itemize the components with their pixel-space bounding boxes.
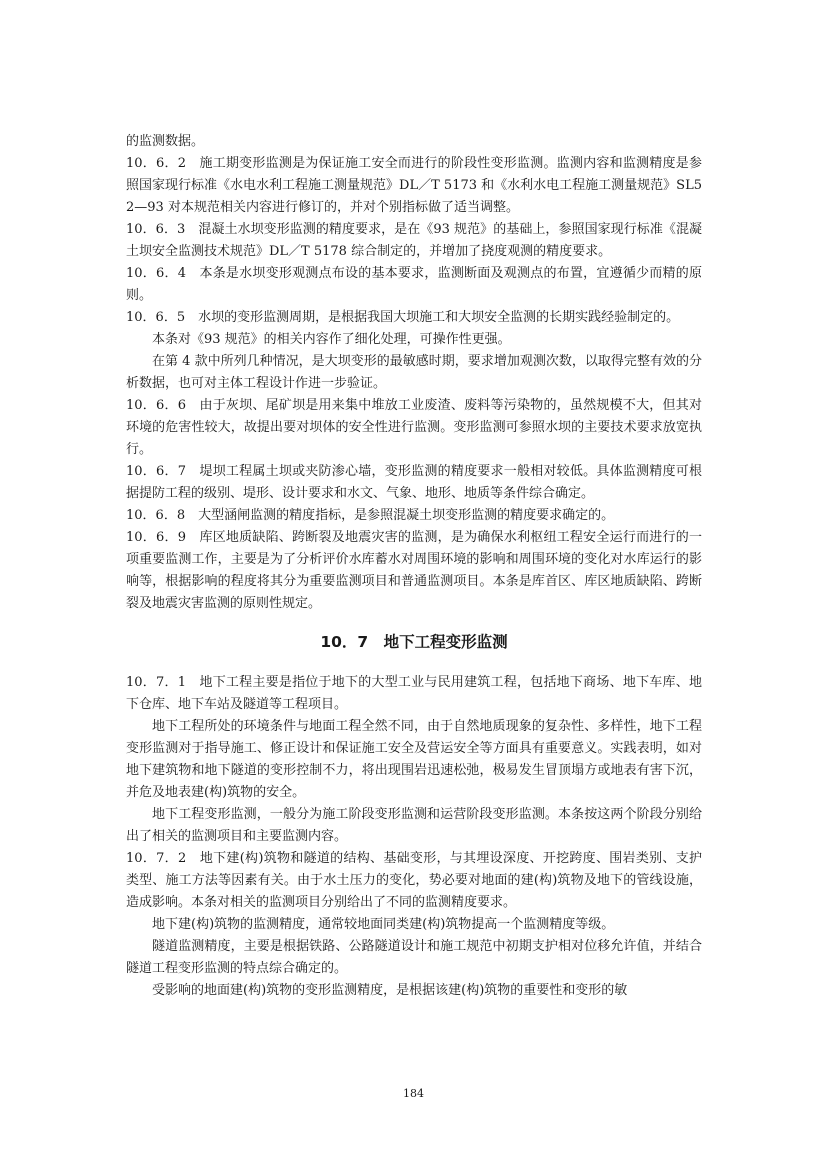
paragraph: 地下工程所处的环境条件与地面工程全然不同，由于自然地质现象的复杂性、多样性，地下工程变形监测对于指导施工、修正设计和保证施工安全及营运安全等方面具有重要意义。实践表明，如对地下建筑物和地下隧道的变形控制不力，将出现围岩迅速松弛，极易发生冒顶塌方或地表有害下沉，并危及地表建(构)筑物的安全。: [126, 719, 702, 800]
paragraph: 在第 4 款中所列几种情况，是大坝变形的最敏感时期，要求增加观测次数，以取得完整有效的分析数据，也可对主体工程设计作进一步验证。: [126, 354, 702, 391]
paragraph: 隧道监测精度，主要是根据铁路、公路隧道设计和施工规范中初期支护相对位移允许值，并结合隧道工程变形监测的特点综合确定的。: [126, 939, 702, 976]
paragraph: 的监测数据。: [126, 134, 205, 149]
paragraph: 10．6．6 由于灰坝、尾矿坝是用来集中堆放工业废渣、废料等污染物的，虽然规模不大，但其对环境的危害性较大，故提出要对坝体的安全性进行监测。变形监测可参照水坝的主要技术要求放宽执行。: [126, 398, 702, 457]
paragraph: 10．7．1 地下工程主要是指位于地下的大型工业与民用建筑工程，包括地下商场、地下车库、地下仓库、地下车站及隧道等工程项目。: [126, 675, 702, 712]
paragraph: 10．6．5 水坝的变形监测周期，是根据我国大坝施工和大坝安全监测的长期实践经验制定的。: [126, 310, 680, 325]
page-number: 184: [403, 1087, 424, 1100]
paragraph: 10．6．4 本条是水坝变形观测点布设的基本要求，监测断面及观测点的布置，宜遵循少而精的原则。: [126, 266, 702, 303]
paragraph: 本条对《93 规范》的相关内容作了细化处理，可操作性更强。: [152, 332, 511, 347]
section-heading: 10．7 地下工程变形监测: [320, 633, 508, 651]
paragraph: 受影响的地面建(构)筑物的变形监测精度，是根据该建(构)筑物的重要性和变形的敏: [152, 983, 628, 998]
section-10-6-continuation: [126, 131, 702, 615]
section-10-7-body: [126, 672, 702, 1002]
paragraph: 10．6．9 库区地质缺陷、跨断裂及地震灾害的监测，是为确保水利枢纽工程安全运行而进行的一项重要监测工作，主要是为了分析评价水库蓄水对周围环境的影响和周围环境的变化对水库运行的影响等，根据影响的程度将其分为重要监测项目和普通监测项目。本条是库首区、库区地质缺陷、跨断裂及地震灾害监测的原则性规定。: [126, 530, 702, 611]
paragraph: 10．6．8 大型涵闸监测的精度指标，是参照混凝土坝变形监测的精度要求确定的。: [126, 508, 615, 523]
paragraph: 地下工程变形监测，一般分为施工阶段变形监测和运营阶段变形监测。本条按这两个阶段分别给出了相关的监测项目和主要监测内容。: [126, 807, 702, 844]
paragraph: 地下建(构)筑物的监测精度，通常较地面同类建(构)筑物提高一个监测精度等级。: [152, 917, 615, 932]
paragraph: 10．7．2 地下建(构)筑物和隧道的结构、基础变形，与其埋设深度、开挖跨度、围岩类别、支护类型、施工方法等因素有关。由于水土压力的变化，势必要对地面的建(构)筑物及地下的管线设施，造成影响。本条对相关的监测项目分别给出了不同的监测精度要求。: [126, 851, 702, 910]
paragraph: 10．6．2 施工期变形监测是为保证施工安全而进行的阶段性变形监测。监测内容和监测精度是参照国家现行标准《水电水利工程施工测量规范》DL／T 5173 和《水利水电工程施工测量规范》SL52—93 对本规范相关内容进行修订的，并对个别指标做了适当调整。: [126, 156, 702, 215]
paragraph: 10．6．3 混凝土水坝变形监测的精度要求，是在《93 规范》的基础上，参照国家现行标准《混凝土坝安全监测技术规范》DL／T 5178 综合制定的，并增加了挠度观测的精度要求。: [126, 222, 702, 259]
page-body: [126, 131, 702, 1002]
paragraph: 10．6．7 堤坝工程属土坝或夹防渗心墙，变形监测的精度要求一般相对较低。具体监测精度可根据提防工程的级别、堤形、设计要求和水文、气象、地形、地质等条件综合确定。: [126, 464, 702, 501]
